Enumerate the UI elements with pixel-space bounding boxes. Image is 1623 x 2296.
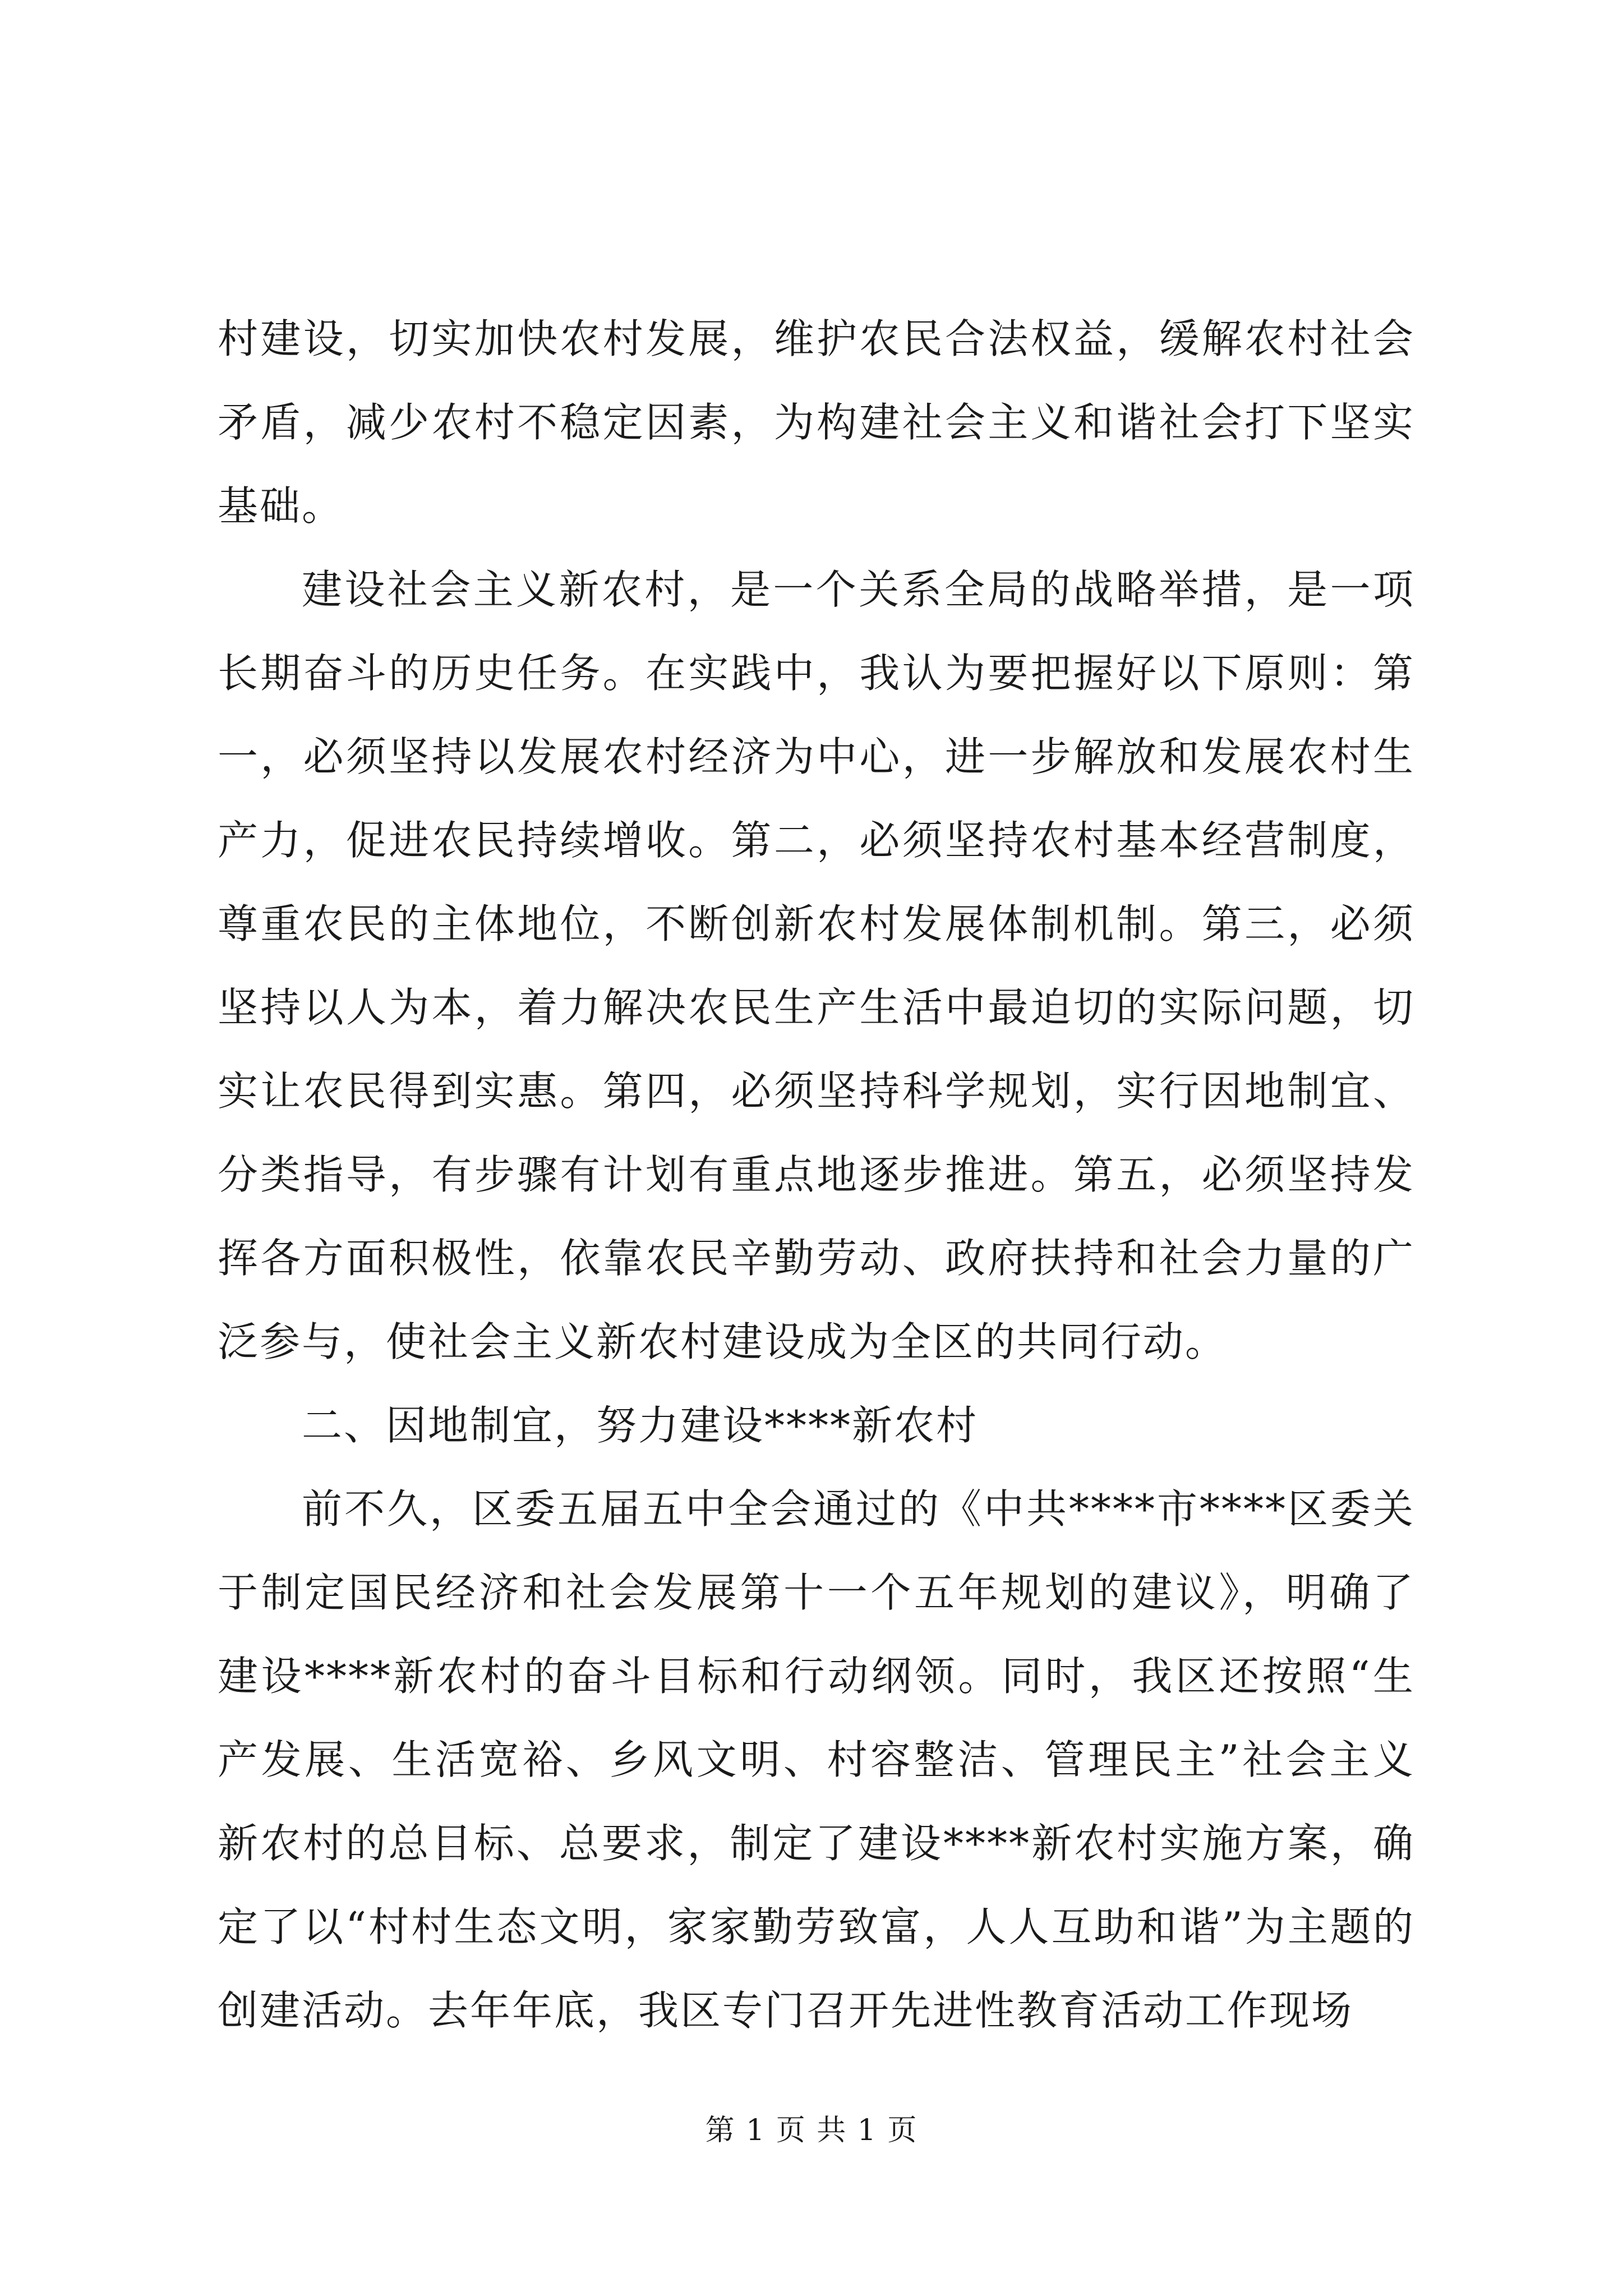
document-body xyxy=(218,297,1415,2053)
page-footer: 第 1 页 共 1 页 xyxy=(705,2114,918,2147)
paragraph-continuation: 村建设，切实加快农村发展，维护农民合法权益，缓解农村社会矛盾，减少农村不稳定因素，为构建社会主义和谐社会打下坚实基础。 xyxy=(218,315,1415,530)
paragraph-principles: 建设社会主义新农村，是一个关系全局的战略举措，是一项长期奋斗的历史任务。在实践中，我认为要把握好以下原则：第一，必须坚持以发展农村经济为中心，进一步解放和发展农村生产力，促进农民持续增收。第二，必须坚持农村基本经营制度，尊重农民的主体地位，不断创新农村发展体制机制。第三，必须坚持以人为本，着力解决农民生产生活中最迫切的实际问题，切实让农民得到实惠。第四，必须坚持科学规划，实行因地制宜、分类指导，有步骤有计划有重点地逐步推进。第五，必须坚持发挥各方面积极性，依靠农民辛勤劳动、政府扶持和社会力量的广泛参与，使社会主义新农村建设成为全区的共同行动。 xyxy=(218,566,1415,1365)
paragraph-plan: 前不久，区委五届五中全会通过的《中共****市****区委关于制定国民经济和社会发展第十一个五年规划的建议》，明确了建设****新农村的奋斗目标和行动纲领。同时，我区还按照“生产发展、生活宽裕、乡风文明、村容整洁、管理民主”社会主义新农村的总目标、总要求，制定了建设****新农村实施方案，确定了以“村村生态文明，家家勤劳致富，人人互助和谐”为主题的创建活动。去年年底，我区专门召开先进性教育活动工作现场 xyxy=(218,1485,1415,2034)
section-heading: 二、因地制宜，努力建设****新农村 xyxy=(302,1402,979,1449)
